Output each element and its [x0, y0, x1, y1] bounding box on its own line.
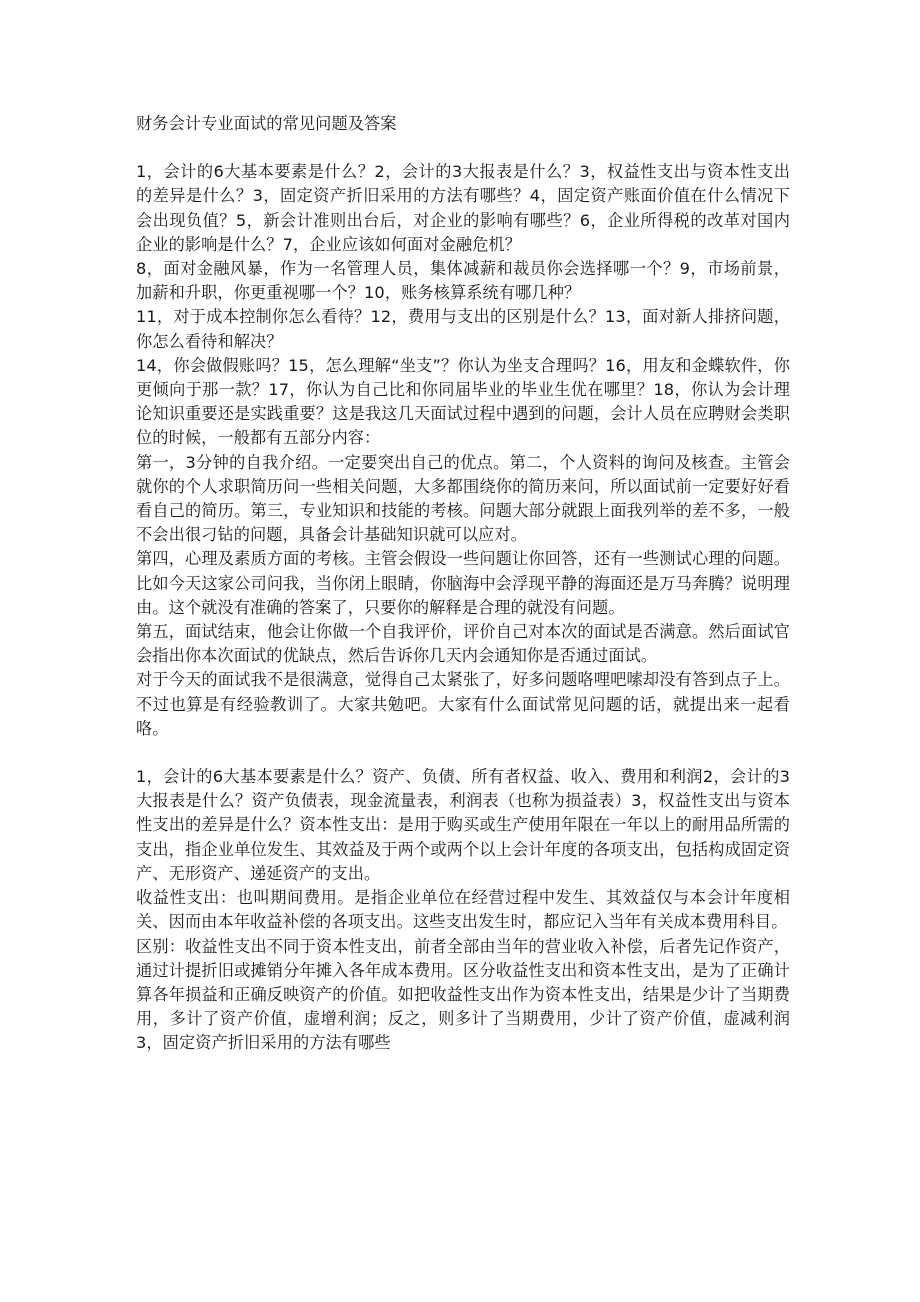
questions-section — [136, 160, 790, 741]
document-body — [136, 112, 790, 1056]
paragraph-part-5: 第五，面试结束，他会让你做一个自我评价，评价自己对本次的面试是否满意。然后面试官会指出你本次面试的优缺点，然后告诉你几天内会通知你是否通过面试。 — [136, 622, 790, 666]
blank-line — [136, 136, 790, 160]
paragraph-revenue-expenditure: 收益性支出：也叫期间费用。是指企业单位在经营过程中发生、其效益仅与本会计年度相关、因而由本年收益补偿的各项支出。这些支出发生时，都应记入当年有关成本费用科目。 — [136, 888, 790, 932]
paragraph-questions-14-18: 14，你会做假账吗？15，怎么理解“坐支”？你认为坐支合理吗？16，用友和金蝶软件，你更倾向于那一款？17，你认为自己比和你同届毕业的毕业生优在哪里？18，你认为会计理论知识重要还是实践重要？这是我这几天面试过程中遇到的问题，会计人员在应聘财会类职位的时候，一般都有五部分内容： — [136, 355, 790, 448]
paragraph-part-1-3: 第一，3分钟的自我介绍。一定要突出自己的优点。第二，个人资料的询问及核查。主管会就你的个人求职简历问一些相关问题，大多都围绕你的简历来问，所以面试前一定要好好看看自己的简历。第三，专业知识和技能的考核。问题大部分就跟上面我列举的差不多，一般不会出很刁钻的问题，具备会计基础知识就可以应对。 — [136, 452, 790, 545]
paragraph-difference: 区别：收益性支出不同于资本性支出，前者全部由当年的营业收入补偿，后者先记作资产，通过计提折旧或摊销分年摊入各年成本费用。区分收益性支出和资本性支出，是为了正确计算各年损益和正确反映资产的价值。如把收益性支出作为资本性支出，结果是少计了当期费用，多计了资产价值，虚增利润；反之，则多计了当期费用，少计了资产价值，虚减利润3，固定资产折旧采用的方法有哪些 — [136, 936, 790, 1053]
paragraph-questions-11-13: 11，对于成本控制你怎么看待？12，费用与支出的区别是什么？13，面对新人排挤问题，你怎么看待和解决？ — [136, 307, 790, 351]
paragraph-answers-1-3: 1，会计的6大基本要素是什么？资产、负债、所有者权益、收入、费用和利润2，会计的3大报表是什么？资产负债表，现金流量表，利润表（也称为损益表）3，权益性支出与资本性支出的差异是什么？资本性支出：是用于购买或生产使用年限在一年以上的耐用品所需的支出，指企业单位发生、其效益及于两个或两个以上会计年度的各项支出，包括构成固定资产、无形资产、递延资产的支出。 — [136, 767, 790, 883]
paragraph-questions-1-7: 1，会计的6大基本要素是什么？2，会计的3大报表是什么？3，权益性支出与资本性支出的差异是什么？3，固定资产折旧采用的方法有哪些？4，固定资产账面价值在什么情况下会出现负值？5，新会计准则出台后，对企业的影响有哪些？6，企业所得税的改革对国内企业的影响是什么？7，企业应该如何面对金融危机？ — [136, 162, 790, 254]
paragraph-part-4: 第四，心理及素质方面的考核。主管会假设一些问题让你回答，还有一些测试心理的问题。比如今天这家公司问我，当你闭上眼睛，你脑海中会浮现平静的海面还是万马奔腾？说明理由。这个就没有准确的答案了，只要你的解释是合理的就没有问题。 — [136, 549, 790, 617]
answers-section — [136, 765, 790, 1055]
paragraph-reflection: 对于今天的面试我不是很满意，觉得自己太紧张了，好多问题咯哩吧嗦却没有答到点子上。不过也算是有经验教训了。大家共勉吧。大家有什么面试常见问题的话，就提出来一起看咯。 — [136, 670, 790, 738]
blank-line — [136, 741, 790, 765]
document-title: 财务会计专业面试的常见问题及答案 — [136, 114, 397, 133]
paragraph-questions-8-10: 8，面对金融风暴，作为一名管理人员，集体减薪和裁员你会选择哪一个？9，市场前景，加薪和升职，你更重视哪一个？10，账务核算系统有哪几种？ — [136, 259, 790, 303]
